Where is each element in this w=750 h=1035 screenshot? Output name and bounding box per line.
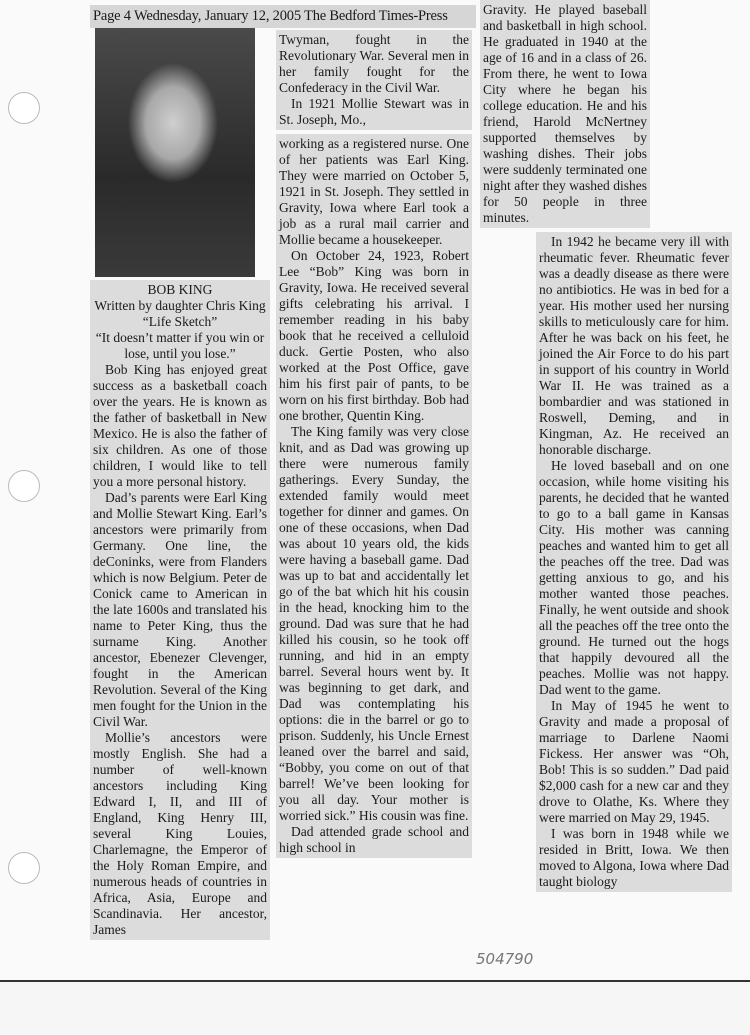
paragraph: In May of 1945 he went to Gravity and made a proposal of marriage to Darlene Naomi Fickess. Her answer was “Oh, Bob! This is so sudden.” Dad paid $2,000 cash for a new car and they drove to Olathe, Ks. Where they were married on May 29, 1945. [539, 698, 729, 825]
column-3-top [480, 0, 650, 228]
punch-hole [8, 470, 40, 502]
newspaper-header: Page 4 Wednesday, January 12, 2005 The Bedford Times-Press [90, 5, 476, 28]
handwritten-number: 504790 [476, 950, 534, 968]
caption-name: BOB KING [147, 282, 213, 297]
paragraph: Bob King has enjoyed great success as a basketball coach over the years. He is known as the father of basketball in New Mexico. He is also the father of six children. As one of those children, I would like to tell you a more personal history. [93, 362, 267, 489]
caption-byline: Written by daughter Chris King [94, 298, 266, 313]
paragraph: In 1942 he became very ill with rheumatic fever. Rheumatic fever was a deadly disease as there were no antibiotics. He was in bed for a year. His mother used her nursing skills to meticulously care for him. After he was back on his feet, he joined the Air Force to do his part in support of his country in World War II. He was trained as a bombardier and was stationed in Roswell, Deming, and in Kingman, Az. He received an honorable discharge. [539, 234, 729, 457]
paragraph: Mollie’s ancestors were mostly English. She had a number of well-known ancestors including King Edward I, II, and III of England, King Henry III, several King Louies, Charlemagne, the Emperor of the Holy Roman Empire, and numerous heads of countries in Africa, Asia, Europe and Scandinavia. Her ancestor, James [93, 730, 267, 937]
paragraph: In 1921 Mollie Stewart was in St. Joseph, Mo., [279, 96, 469, 127]
paragraph: He loved baseball and on one occasion, while home visiting his parents, he decided that he wanted to go to a ball game in Kansas City. His mother was canning peaches and wanted him to get all the peaches off the tree. Dad was getting anxious to go, and his mother wanted those peaches. Finally, he went outside and shook all the peaches off the tree onto the ground. He turned out the hogs that happily devoured all the peaches. Mollie was not happy. Dad went to the game. [539, 458, 729, 697]
paragraph: Twyman, fought in the Revolutionary War. Several men in her family fought for the Confederacy in the Civil War. [279, 32, 469, 95]
paragraph: working as a registered nurse. One of her patients was Earl King. They were married on October 5, 1921 in St. Joseph. They settled in Gravity, Iowa where Earl took a job as a rural mail carrier and Mollie became a housekeeper. [279, 136, 469, 247]
punch-hole [8, 852, 40, 884]
column-4 [536, 232, 732, 892]
paragraph: Dad attended grade school and high school in [279, 824, 469, 855]
caption-quote: “It doesn’t matter if you win or lose, until you lose.” [95, 330, 265, 361]
paragraph: Dad’s parents were Earl King and Mollie Stewart King. Earl’s ancestors were primarily from Germany. One line, the deConinks, were from Flanders which is now Belgium. Peter de Conick came to American in the late 1600s and translated his name to Peter King, thus the surname King. Another ancestor, Ebenezer Clevenger, fought in the American Revolution. Several of the King men fought for the Union in the Civil War. [93, 490, 267, 729]
column-2-top [276, 30, 472, 130]
paragraph: Gravity. He played baseball and basketball in high school. He graduated in 1940 at the age of 16 and in a class of 26. From there, he went to Iowa City where he began his college education. He and his friend, Harold McNertney supported themselves by washing dishes. Their jobs were suddenly terminated one night after they washed dishes for 50 people in three minutes. [483, 2, 647, 225]
caption-series: “Life Sketch” [142, 314, 218, 329]
paragraph: On October 24, 1923, Robert Lee “Bob” King was born in Gravity, Iowa. He received several gifts celebrating his arrival. I remember reading in his baby book that he received a celluloid duck. Gertie Posten, who also worked at the Post Office, gave him his first pair of pants, to be worn on his first birthday. Bob had one brother, Quentin King. [279, 248, 469, 423]
paragraph: The King family was very close knit, and as Dad was growing up there were numerous family gatherings. Every Sunday, the extended family would meet together for dinner and games. On one of these occasions, when Dad was about 10 years old, the kids were having a baseball game. Dad was up to bat and accidentally let go of the bat which hit his cousin in the head, knocking him to the ground. Dad was sure that he had killed his cousin, so he took off running, and hid in an empty barrel. Several hours went by. It was beginning to get dark, and Dad was contemplating his options: die in the barrel or go to prison. Suddenly, his Uncle Ernest leaned over the barrel and said, “Bobby, you come on out of that barrel! We’ve been looking for you all day. Your mother is worried sick.” His cousin was fine. [279, 424, 469, 823]
column-2 [276, 134, 472, 858]
paragraph: I was born in 1948 while we resided in Britt, Iowa. We then moved to Algona, Iowa where Dad taught biology [539, 826, 729, 889]
column-1 [90, 280, 270, 940]
punch-hole [8, 92, 40, 124]
portrait-photo [95, 28, 255, 277]
scanner-margin [0, 980, 750, 1035]
